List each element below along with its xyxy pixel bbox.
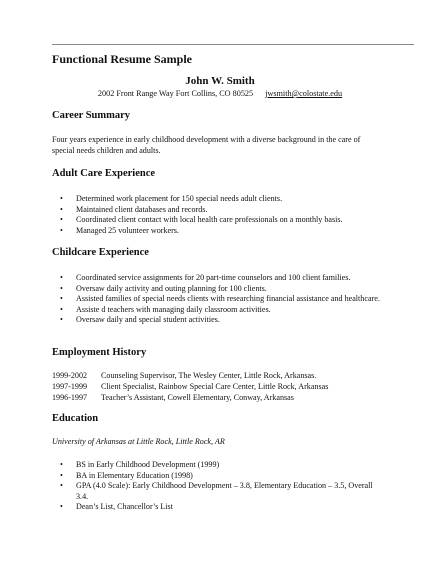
- education-heading: Education: [52, 413, 99, 424]
- employment-desc: Teacher’s Assistant, Cowell Elementary, Conway, Arkansas: [101, 393, 294, 402]
- list-item: • BA in Elementary Education (1998): [52, 471, 380, 482]
- adult-care-list: [52, 194, 380, 236]
- employment-row: [52, 370, 328, 381]
- education-list: [52, 460, 380, 513]
- employment-desc: Counseling Supervisor, The Wesley Center, Little Rock, Arkansas.: [101, 371, 317, 380]
- list-item: • GPA (4.0 Scale): Early Childhood Development – 3.8, Elementary Education – 3.5, Overall 3.4.: [52, 481, 380, 502]
- career-summary-heading: Career Summary: [52, 110, 131, 121]
- list-item: • Assisted families of special needs clients with researching financial assistance and healthcare.: [52, 294, 380, 305]
- contact-line: [0, 89, 440, 98]
- childcare-list: [52, 273, 380, 326]
- employment-row: [52, 392, 328, 403]
- email-link[interactable]: jwsmith@colostate.edu: [265, 89, 343, 98]
- list-item: • Managed 25 volunteer workers.: [52, 226, 380, 237]
- list-item: • Assiste d teachers with managing daily classroom activities.: [52, 305, 380, 316]
- adult-care-heading: Adult Care Experience: [52, 168, 156, 179]
- list-item: • Dean’s List, Chancellor’s List: [52, 502, 380, 513]
- list-item: • Determined work placement for 150 special needs adult clients.: [52, 194, 380, 205]
- employment-desc: Client Specialist, Rainbow Special Care Center, Little Rock, Arkansas: [101, 382, 329, 391]
- list-item: • BS in Early Childhood Development (1999): [52, 460, 380, 471]
- list-item: • Maintained client databases and records.: [52, 205, 380, 216]
- employment-heading: Employment History: [52, 347, 147, 358]
- address: 2002 Front Range Way Fort Collins, CO 80525: [97, 89, 254, 98]
- career-summary-text: Four years experience in early childhood development with a diverse background in the care of special needs children and adults.: [52, 135, 361, 155]
- employment-years: 1996-1997: [52, 393, 88, 402]
- childcare-heading: Childcare Experience: [52, 247, 149, 258]
- employment-years: 1999-2002: [52, 371, 88, 380]
- list-item: • Coordinated service assignments for 20 part-time counselors and 100 client families.: [52, 273, 380, 284]
- document-title: Functional Resume Sample: [52, 52, 193, 66]
- list-item: • Oversaw daily activity and outing planning for 100 clients.: [52, 284, 380, 295]
- candidate-name: John W. Smith: [185, 75, 255, 87]
- employment-list: [52, 370, 328, 403]
- university: University of Arkansas at Little Rock, Little Rock, AR: [52, 437, 225, 446]
- list-item: • Oversaw daily and special student activities.: [52, 315, 380, 326]
- employment-years: 1997-1999: [52, 382, 88, 391]
- employment-row: [52, 381, 328, 392]
- list-item: • Coordinated client contact with local health care professionals on a monthly basis.: [52, 215, 380, 226]
- top-rule: [52, 44, 414, 45]
